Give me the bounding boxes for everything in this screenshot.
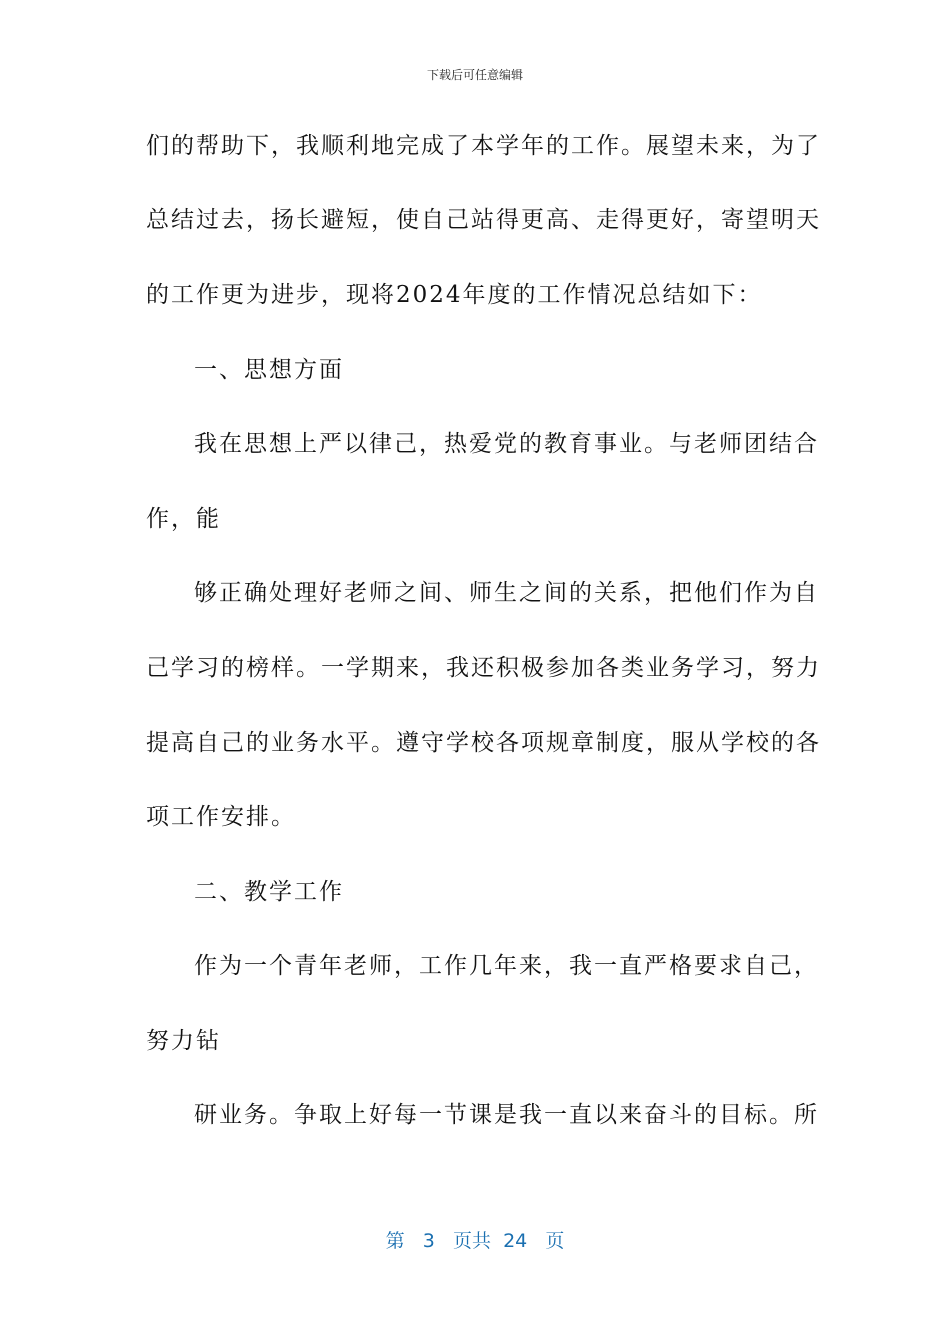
footer-page-prefix: 第 [385,1230,405,1252]
paragraph-line: 的工作更为进步，现将2024年度的工作情况总结如下： [146,282,763,308]
paragraph-line: 作为一个青年老师，工作几年来，我一直严格要求自己， [194,953,819,979]
section-heading: 二、教学工作 [194,879,344,905]
paragraph-line: 总结过去，扬长避短，使自己站得更高、走得更好，寄望明天 [146,207,821,233]
paragraph-line: 作，能 [146,506,221,532]
footer-suffix: 页 [545,1230,565,1252]
footer-current-page: 3 [422,1230,435,1252]
paragraph-line: 努力钻 [146,1028,221,1054]
section-heading: 一、思想方面 [194,357,344,383]
paragraph-line: 们的帮助下，我顺利地完成了本学年的工作。展望未来，为了 [146,133,821,159]
paragraph-line: 我在思想上严以律己，热爱党的教育事业。与老师团结合 [194,431,819,457]
footer-total-pages: 24 [503,1230,528,1252]
paragraph-line: 够正确处理好老师之间、师生之间的关系，把他们作为自 [194,580,819,606]
paragraph-line: 项工作安排。 [146,804,296,830]
paragraph-line: 提高自己的业务水平。遵守学校各项规章制度，服从学校的各 [146,730,821,756]
page-header: 下载后可任意编辑 [426,68,523,82]
footer-middle: 页共 [452,1230,491,1252]
page-footer [0,1226,950,1253]
paragraph-line: 己学习的榜样。一学期来，我还积极参加各类业务学习，努力 [146,655,821,681]
paragraph-line: 研业务。争取上好每一节课是我一直以来奋斗的目标。所 [194,1102,819,1128]
